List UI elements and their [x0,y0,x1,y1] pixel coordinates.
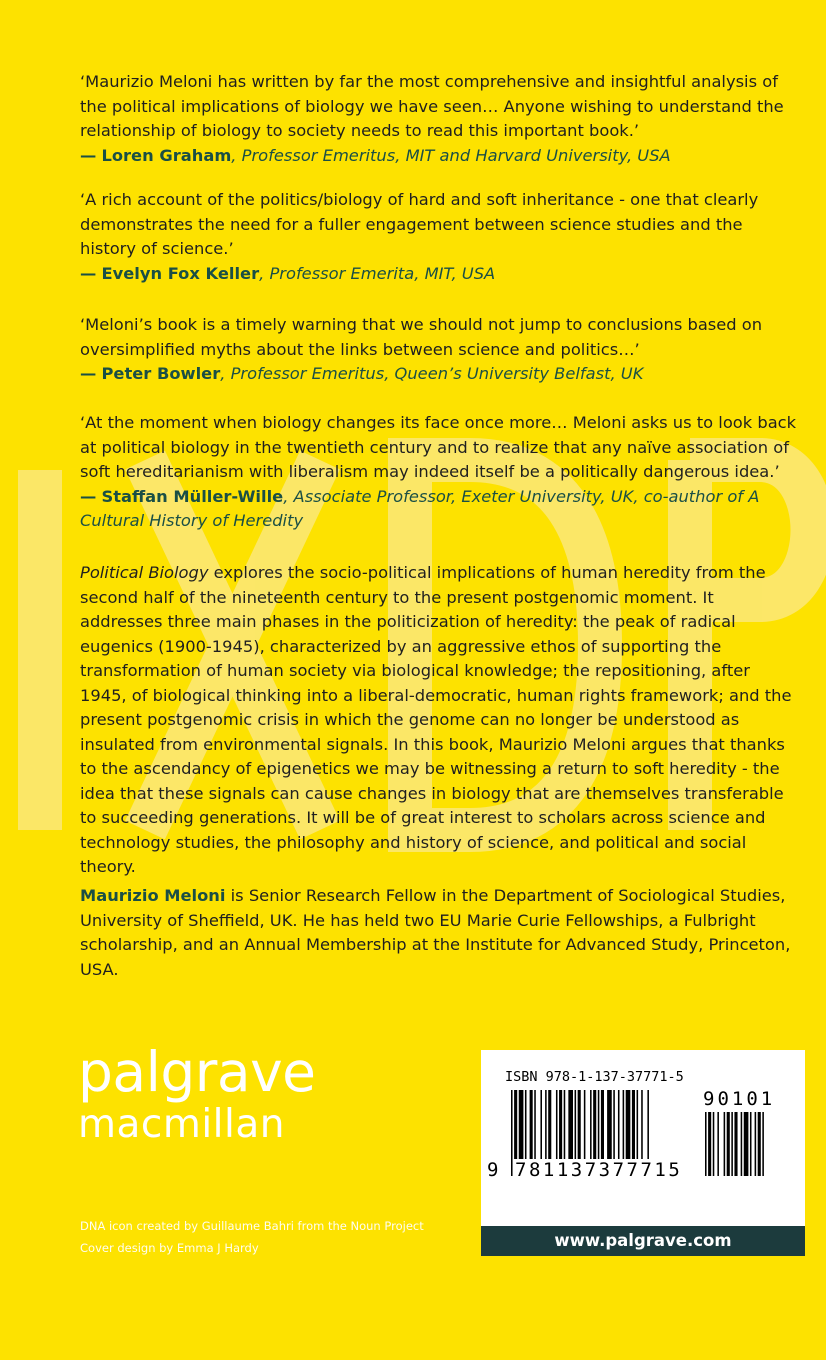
barcode-bar [641,1090,643,1166]
quote-1-author: Loren Graham [101,145,232,165]
barcode-bar [556,1090,558,1166]
publisher-logo-line2: macmillan [78,1102,285,1147]
barcode-bar [545,1090,547,1166]
barcode-bar [632,1090,635,1166]
cover-credits [80,1215,424,1259]
barcode-bar [590,1090,592,1166]
quote-4-author: Staffan Müller-Wille [101,486,284,506]
barcode-addon-bar [705,1112,707,1176]
author-bio [80,884,800,982]
barcode-addon: 90101 [703,1088,776,1110]
barcode-addon-bar [744,1112,749,1176]
barcode-bar [637,1090,639,1166]
quote-4-affiliation: , Associate Professor, Exeter University, UK, co-author of A Cultural History of Heredity [80,486,760,530]
barcode-bar [607,1090,612,1166]
barcode-bar [575,1090,577,1166]
barcode-addon-bar [708,1112,711,1176]
quote-2-dash: — [80,263,97,283]
quote-1-dash: — [80,145,97,165]
quote-3-author: Peter Bowler [101,364,221,383]
book-title-italic: Political Biology [80,563,209,582]
quote-3-dash: — [80,364,97,383]
barcode-addon-bar [750,1112,752,1176]
isbn-text: ISBN 978-1-137-37771-5 [505,1069,684,1085]
quote-3 [80,313,800,387]
quote-1 [80,70,800,168]
barcode-addon-bar [727,1112,730,1176]
quote-2-author: Evelyn Fox Keller [101,263,260,283]
barcode-addon-bar [758,1112,761,1176]
book-description-body: explores the socio-political implications of human heredity from the second half of the nineteenth century to the present postgenomic moment. It addresses three main phases in the politicization of heredity: the peak of radical eugenics (1900-1945), characterized by an aggressive ethos of supporting the transformation of human society via biological knowledge; the repositioning, after 1945, of biological thinking into a liberal-democratic, human rights framework; and the present postgenomic crisis in which the genome can no longer be understood as insulated from environmental signals. In this book, Maurizio Meloni argues that thanks to the ascendancy of epigenetics we may be witnessing a return to soft heredity - the idea that these signals can cause changes in biology that are themselves transferable to succeeding generations. It will be of great interest to scholars across science and technology studies, the philosophy and history of science, and political and social theory. [80,563,792,876]
quote-4-dash: — [80,486,97,506]
quote-2-affiliation: , Professor Emerita, MIT, USA [259,263,496,283]
barcode-bar [534,1090,536,1166]
barcode-addon-bar [717,1112,719,1176]
barcode-first-digit: 9 [487,1159,499,1181]
quote-3-text: ‘Meloni’s book is a timely warning that we should not jump to conclusions based on oversimplified myths about the links between science and politics…’ [80,315,763,359]
barcode-bar [540,1090,542,1166]
quote-3-affiliation: , Professor Emeritus, Queen’s University Belfast, UK [220,364,644,383]
quote-1-affiliation: , Professor Emeritus, MIT and Harvard University, USA [231,145,671,165]
barcode-bar [568,1090,573,1166]
barcode-bar [598,1090,600,1166]
barcode-bar [564,1090,566,1166]
barcode-addon-bar [734,1112,737,1176]
barcode-digits: 781137377715 [515,1159,683,1181]
publisher-website[interactable]: www.palgrave.com [481,1226,805,1256]
credit-dna-icon: DNA icon created by Guillaume Bahri from the Noun Project [80,1219,424,1233]
barcode-addon-bar [762,1112,764,1176]
barcode-addon-bar [731,1112,733,1176]
author-bio-body: is Senior Research Fellow in the Department of Sociological Studies, University of Sheffield, UK. He has held two EU Marie Curie Fellowships, a Fulbright scholarship, and an Annual Membership at the Institute for Advanced Study, Princeton, USA. [80,886,791,979]
quote-2-text: ‘A rich account of the politics/biology of hard and soft inheritance - one that clearly demonstrates the need for a fuller engagement between science studies and the history of science.’ [80,190,759,258]
barcode-bar [559,1090,562,1166]
quote-2 [80,188,800,286]
quote-1-text: ‘Maurizio Meloni has written by far the most comprehensive and insightful analysis of the political implications of biology we have seen… Anyone wishing to understand the relationship of biology to society needs to read this important book.’ [80,72,784,140]
barcode-bar [618,1090,620,1166]
credit-cover-design: Cover design by Emma J Hardy [80,1241,259,1255]
barcode-bar [530,1090,533,1166]
publisher-logo [78,1042,316,1148]
barcode-bar [623,1090,625,1166]
quote-4-text: ‘At the moment when biology changes its face once more… Meloni asks us to look back at political biology in the twentieth century and to realize that any naïve association of soft hereditarianism with liberalism may indeed itself be a politically dangerous idea.’ [80,413,797,481]
quote-4 [80,411,800,534]
author-bio-name: Maurizio Meloni [80,886,226,905]
barcode-bar [613,1090,615,1166]
barcode-bar [601,1090,604,1166]
barcode-addon-bar [713,1112,715,1176]
book-description [80,561,800,880]
barcode-bar [593,1090,596,1166]
barcode-addon-bar [741,1112,743,1176]
barcode-bar [519,1090,524,1166]
barcode-bar [548,1090,551,1166]
barcode-bar [525,1090,527,1166]
barcode-bar [626,1090,631,1166]
barcode-bar [584,1090,586,1166]
barcode-addon-bar [724,1112,726,1176]
publisher-logo-line1: palgrave [78,1040,316,1104]
barcode-addon-bar [755,1112,757,1176]
barcode-panel [481,1050,805,1226]
